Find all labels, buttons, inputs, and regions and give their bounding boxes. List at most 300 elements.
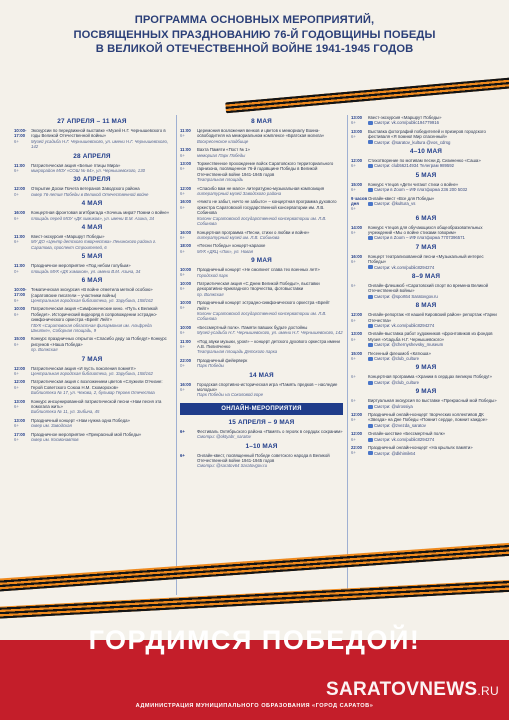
event-item bbox=[180, 267, 343, 278]
event-link-text: Смотри в Zoom – ИФ платформа 236 200 5032 bbox=[374, 187, 468, 193]
event-time bbox=[351, 196, 368, 212]
event-time bbox=[351, 312, 368, 328]
event-link-text: Смотри: club56214934 Телеграм 989592 bbox=[374, 163, 455, 169]
event-item bbox=[14, 432, 170, 443]
date-heading: 14 МАЯ bbox=[249, 371, 274, 379]
event-place: Театральная площадь bbox=[197, 177, 244, 183]
age-rating: 6+ bbox=[351, 374, 356, 380]
event-description bbox=[197, 230, 343, 241]
event-place: пр. Волжская bbox=[31, 347, 58, 353]
social-icon bbox=[368, 164, 373, 168]
social-icon bbox=[368, 121, 373, 125]
event-time-value: 10:00 bbox=[180, 267, 191, 273]
social-icon bbox=[368, 405, 373, 409]
age-rating: 6+ bbox=[351, 187, 356, 193]
event-time-value: 22:00 bbox=[180, 357, 191, 363]
event-time-value: 11:00 bbox=[14, 263, 25, 269]
age-rating: 6+ bbox=[180, 248, 185, 254]
event-place: Городской парк bbox=[197, 272, 228, 278]
event-title: Торжественное прохождение войск Саратовского территориального гарнизона, посвященное 76-й годовщине Победы в Великой Отечественной войне 1941-1945 годов bbox=[197, 161, 334, 177]
age-rating: 6+ bbox=[14, 239, 19, 245]
event-title: Праздничный концерт эстрадно-симфонического оркестра «Брейт Лейт» bbox=[197, 300, 330, 311]
event-place: Колонн Саратовской государственной консерватории им. Л.В. Собинова bbox=[197, 215, 327, 227]
watermark-name: SARATOVNEWS bbox=[325, 679, 478, 700]
event-item bbox=[180, 300, 343, 322]
event-title: Квест-экскурсия «Маршрут Победы» bbox=[31, 234, 105, 240]
event-item bbox=[180, 429, 343, 440]
event-place: площадь МУК «ДК химиков», ул. имени В.М. Азина, 34 bbox=[31, 268, 141, 274]
event-link-text: Смотри: @club_culture bbox=[374, 356, 420, 362]
event-description bbox=[368, 196, 501, 212]
event-title: «Песни Победы» концерт-караоке bbox=[197, 243, 266, 249]
age-rating: 6+ bbox=[14, 167, 19, 173]
event-time-value: 14:00 bbox=[351, 224, 362, 230]
event-time bbox=[180, 128, 197, 144]
event-item bbox=[180, 281, 343, 297]
online-events-heading: ОНЛАЙН-МЕРОПРИЯТИЯ bbox=[180, 403, 343, 415]
event-place: сквер им. Заводская bbox=[31, 423, 72, 429]
event-time bbox=[351, 182, 368, 193]
event-description bbox=[197, 186, 343, 197]
event-item bbox=[180, 230, 343, 241]
event-description bbox=[197, 325, 343, 336]
event-item bbox=[14, 379, 170, 395]
age-rating: 0+ bbox=[180, 363, 185, 369]
event-time bbox=[180, 161, 197, 183]
event-title: Конкурс инсценированной патриотической песни «Нам песня эта помогала жить» bbox=[31, 398, 162, 409]
date-heading: 8–9 МАЯ bbox=[411, 272, 441, 280]
event-time-value: 11:00 bbox=[14, 234, 25, 240]
event-item bbox=[14, 186, 170, 197]
event-time-value: 16:00 bbox=[180, 199, 191, 205]
schedule-column-3 bbox=[347, 115, 501, 595]
event-online-link bbox=[368, 423, 501, 428]
event-time-value: 11:00 bbox=[180, 147, 191, 153]
event-time bbox=[180, 339, 197, 355]
event-time bbox=[351, 445, 368, 456]
event-description bbox=[197, 339, 343, 355]
event-link-text: Смотри: @kultura_vs bbox=[374, 201, 416, 207]
event-online-link bbox=[368, 380, 501, 385]
date-heading: 5 МАЯ bbox=[415, 171, 437, 179]
age-rating: 6+ bbox=[14, 311, 19, 317]
social-icon bbox=[368, 324, 373, 328]
event-time bbox=[351, 374, 368, 385]
date-heading: 30 АПРЕЛЯ bbox=[73, 176, 111, 184]
event-time-value: 10:00 bbox=[180, 280, 191, 286]
age-rating: 6+ bbox=[351, 450, 356, 456]
event-description bbox=[368, 115, 501, 126]
schedule-column-2 bbox=[176, 115, 343, 595]
watermark-tld: .RU bbox=[477, 684, 499, 698]
age-rating: 6+ bbox=[14, 423, 19, 429]
age-rating: 6+ bbox=[351, 436, 356, 442]
age-rating: 6+ bbox=[180, 234, 185, 240]
event-online-link bbox=[368, 163, 501, 168]
event-time bbox=[351, 115, 368, 126]
event-place: Парк Победы bbox=[197, 363, 224, 369]
st-george-ribbon-top bbox=[225, 74, 509, 114]
date-heading: 4 МАЯ bbox=[81, 224, 103, 232]
event-title: «Бессмертный полк». Памяти павших будьте достойны bbox=[197, 324, 308, 330]
event-time-value: 16:00 bbox=[14, 210, 25, 216]
event-description bbox=[31, 186, 170, 197]
event-time-value: 16:00 bbox=[180, 381, 191, 387]
age-rating: 6+ bbox=[14, 297, 19, 303]
event-item bbox=[180, 453, 343, 469]
event-time-value: 15:00 bbox=[14, 336, 25, 342]
age-rating: 6+ bbox=[351, 259, 356, 265]
event-description bbox=[197, 281, 343, 297]
event-title: Концерт театрализованной песни «Музыкальный интерес Победы» bbox=[368, 253, 484, 265]
event-time bbox=[351, 283, 368, 299]
event-item bbox=[180, 147, 343, 158]
event-description bbox=[197, 382, 343, 398]
event-time-value: 10:00-17:00 bbox=[14, 128, 27, 139]
event-description bbox=[368, 158, 501, 169]
event-description bbox=[368, 331, 501, 347]
event-item bbox=[14, 263, 170, 274]
event-time-value: 15:00 bbox=[351, 350, 362, 356]
event-time bbox=[14, 263, 31, 274]
event-time bbox=[14, 163, 31, 174]
event-time-value: 12:00 bbox=[14, 186, 25, 192]
event-description bbox=[197, 267, 343, 278]
social-icon bbox=[368, 188, 373, 192]
event-item bbox=[351, 312, 501, 328]
age-rating: 6+ bbox=[180, 428, 185, 434]
event-description bbox=[368, 283, 501, 299]
event-item bbox=[351, 182, 501, 193]
event-description bbox=[368, 351, 501, 362]
event-title: Экскурсии по передвижной выставке «Музей Н.Г. Чернышевского в годы Великой Отечественной войны» bbox=[31, 128, 166, 139]
event-title: Тематическая экскурсия «В войне отметила меткой особою» (саратовские писатели – участники войны) bbox=[31, 287, 153, 298]
event-item bbox=[351, 115, 501, 126]
event-place: Центральная городская библиотека, ул. Зарубина, 158/162 bbox=[31, 370, 153, 376]
social-icon bbox=[368, 343, 373, 347]
event-online-link bbox=[368, 356, 501, 361]
event-place: Колонн Саратовской государственной консерватории им. Л.В. Собинова bbox=[197, 310, 327, 322]
event-title: Патриотическая акция «Симфонические кино. «Путь к Великой Победе!». Исторический видеоряд в сопровождении эстрадно-симфонического оркестра «Брейт Лейт» bbox=[31, 306, 158, 323]
age-rating: 6+ bbox=[351, 282, 356, 288]
event-description bbox=[197, 358, 343, 369]
event-description bbox=[368, 431, 501, 442]
event-item bbox=[351, 283, 501, 299]
date-heading: 28 АПРЕЛЯ bbox=[73, 152, 111, 160]
event-online-link bbox=[368, 437, 501, 442]
event-title: «Спасибо вам не мало» литературно-музыкальная композиция bbox=[197, 185, 325, 191]
event-title: Конкурс чтецов «Дети читают стихи о войне» bbox=[368, 181, 459, 187]
event-time bbox=[180, 186, 197, 197]
footer-administration: АДМИНИСТРАЦИЯ МУНИЦИПАЛЬНОГО ОБРАЗОВАНИЯ «ГОРОД САРАТОВ» bbox=[135, 703, 374, 709]
event-title: Онлайн-шествие «Бессмертный полк» bbox=[368, 431, 445, 437]
event-title: Концертная фронтовая агитбригада «Хочешь мира? Помни о войне» bbox=[31, 210, 170, 216]
age-rating: 6+ bbox=[351, 398, 356, 404]
date-heading: 1–10 МАЯ bbox=[245, 442, 278, 450]
event-place: микрорайон МОУ «СОШ № 64», ул. Чернышевского, 130 bbox=[31, 168, 145, 174]
event-item bbox=[351, 374, 501, 385]
event-place: пр. Волжская bbox=[197, 291, 224, 297]
date-heading: 4–10 МАЯ bbox=[409, 148, 443, 156]
event-item bbox=[14, 336, 170, 352]
event-time bbox=[180, 325, 197, 336]
event-time-value: 13:00 bbox=[180, 161, 191, 167]
event-place: Театральная площадь Детского парка bbox=[197, 349, 278, 355]
social-icon bbox=[368, 451, 373, 455]
title-line-2: ПОСВЯЩЕННЫХ ПРАЗДНОВАНИЮ 76-Й ГОДОВЩИНЫ ПОБЕДЫ bbox=[73, 28, 436, 41]
date-heading: 9 МАЯ bbox=[415, 388, 437, 396]
event-description bbox=[31, 399, 170, 415]
event-item bbox=[351, 158, 501, 169]
event-time bbox=[14, 399, 31, 415]
event-title: Выставка фотографий победителей и призеров городского фестиваля «Я помню! Мир спасенный» bbox=[368, 128, 486, 140]
event-time-value: 16:00 bbox=[351, 253, 362, 259]
age-rating: 6+ bbox=[14, 384, 19, 390]
event-title: Праздничный онлайн-концерт творческих коллективов ДК «Звезда» на Дне Победы «Помнит сердце, помнит каждое» bbox=[368, 412, 488, 423]
event-link-text: Смотри: vk.com/public8294274 bbox=[374, 323, 435, 329]
event-description bbox=[197, 199, 343, 226]
event-link-text: Смотри: vk.com/public194779916 bbox=[374, 120, 440, 126]
event-description bbox=[31, 432, 170, 443]
event-place: Центральная городская библиотека, ул. Зарубина, 158/162 bbox=[31, 297, 153, 303]
event-link-text: Смотри: @club_culture bbox=[374, 379, 420, 385]
date-heading: 6 МАЯ bbox=[81, 277, 103, 285]
event-time bbox=[351, 129, 368, 145]
age-rating: 6+ bbox=[180, 305, 185, 311]
event-link-text: Смотри: @saratov_kultura @vos_cdrsg bbox=[374, 139, 451, 145]
event-description bbox=[197, 429, 343, 440]
event-description bbox=[197, 161, 343, 183]
event-link-text: Смотри: @chernyshevsky_museum bbox=[374, 342, 444, 348]
event-item bbox=[180, 382, 343, 398]
event-place: МУК «ДКЦ «Лик», ул. Новая bbox=[197, 248, 254, 254]
social-icon bbox=[368, 357, 373, 361]
event-title: Праздничный онлайн-концерт «На крыльях памяти» bbox=[368, 445, 473, 451]
event-title: Концертная программа «Песни, стихи о любви и войне» bbox=[197, 229, 310, 235]
age-rating: 6+ bbox=[351, 229, 356, 235]
event-online-link bbox=[368, 404, 501, 409]
event-description bbox=[368, 225, 501, 241]
event-title: Патриотическая акция «Белые птицы Мира» bbox=[31, 162, 121, 168]
event-time-value: 17:00 bbox=[14, 431, 25, 437]
event-item bbox=[180, 243, 343, 254]
event-item bbox=[351, 431, 501, 442]
event-item bbox=[180, 186, 343, 197]
event-description bbox=[31, 336, 170, 352]
event-title: Городская спортивно-историческая игра «Память предков – наследие молодых» bbox=[197, 381, 338, 393]
event-title: Праздничное мероприятие «Прекрасный мой Победы» bbox=[31, 431, 142, 437]
event-time bbox=[14, 432, 31, 443]
event-time bbox=[180, 243, 197, 254]
event-title: Патриотическая акция «И пусть поколения помнят!» bbox=[31, 365, 136, 371]
event-item bbox=[351, 129, 501, 145]
social-icon bbox=[368, 438, 373, 442]
event-online-link bbox=[368, 323, 501, 328]
event-title: Праздничный фейерверк bbox=[197, 357, 248, 363]
event-time bbox=[351, 398, 368, 409]
event-place: сквер 76-летия Победы в Великой Отечественной войне bbox=[31, 191, 149, 197]
age-rating: 6+ bbox=[180, 386, 185, 392]
event-time bbox=[14, 366, 31, 377]
event-time bbox=[180, 429, 197, 440]
age-rating: 6+ bbox=[180, 272, 185, 278]
event-place: Парк Победы на Соколовой горе bbox=[197, 392, 264, 398]
event-time bbox=[14, 336, 31, 352]
event-time-value: 16:00 bbox=[180, 229, 191, 235]
social-icon bbox=[368, 295, 373, 299]
event-description bbox=[197, 300, 343, 322]
event-title: Квест-экскурсия «Маршрут Победы» bbox=[368, 115, 442, 120]
event-online-link bbox=[368, 187, 501, 192]
age-rating: 6+ bbox=[351, 355, 356, 361]
event-time-value: 11:00 bbox=[14, 162, 25, 168]
event-time bbox=[180, 300, 197, 322]
age-rating: 6+ bbox=[14, 370, 19, 376]
date-heading: 27 АПРЕЛЯ – 11 МАЯ bbox=[57, 118, 127, 125]
event-item bbox=[14, 366, 170, 377]
event-item bbox=[180, 325, 343, 336]
event-place: литературный музей им. Л.В. Собинова bbox=[197, 234, 280, 240]
age-rating: 6+ bbox=[351, 163, 356, 169]
event-title: Открытие Доски Почета ветеранов Заводского района bbox=[31, 186, 140, 192]
event-place: Смотри: @oktyabr_saratov bbox=[197, 434, 252, 440]
event-item bbox=[180, 199, 343, 226]
title-line-1: ПРОГРАММА ОСНОВНЫХ МЕРОПРИЯТИЙ, bbox=[134, 14, 375, 26]
age-rating: 0+ bbox=[14, 191, 19, 197]
age-rating: 6+ bbox=[180, 204, 185, 210]
page-title bbox=[0, 13, 509, 57]
event-description bbox=[368, 412, 501, 428]
age-rating: 0+ bbox=[14, 268, 19, 274]
event-time bbox=[180, 281, 197, 297]
date-heading: 9 МАЯ bbox=[251, 257, 272, 265]
event-title: Вахта Памяти «Пост № 1» bbox=[197, 147, 250, 153]
event-title: Онлайн-выставка работ художников «фронтовиков из фондов Музея «Усадьба Н.Г. Чернышевского» bbox=[368, 331, 493, 342]
event-place: Музей-усадьба Н.Г. Чернышевского, ул. имени Н.Г. Чернышевского, 142 bbox=[197, 330, 343, 336]
age-rating: 6+ bbox=[351, 317, 356, 323]
event-title: «Никто не забыт, ничто не забыто» – концертная программа духового оркестра Саратовской государственной консерватории им. Л.В. Собинова bbox=[197, 199, 337, 216]
event-online-link bbox=[368, 120, 501, 125]
event-description bbox=[368, 445, 501, 456]
event-description bbox=[197, 128, 343, 144]
event-time bbox=[180, 453, 197, 469]
event-time bbox=[180, 147, 197, 158]
event-time bbox=[180, 199, 197, 226]
event-description bbox=[31, 418, 170, 429]
event-time bbox=[351, 158, 368, 169]
date-heading: 9 МАЯ bbox=[415, 364, 437, 372]
event-time bbox=[351, 412, 368, 428]
event-time bbox=[351, 431, 368, 442]
event-time-value: 18:00 bbox=[180, 243, 191, 249]
event-title: Виртуальная экскурсия по выставке «Прекрасный мой Победы» bbox=[368, 398, 497, 404]
event-description bbox=[31, 366, 170, 377]
age-rating: 6+ bbox=[180, 286, 185, 292]
event-time-value: 12:00 bbox=[351, 431, 362, 437]
event-time-value: 15:00 bbox=[351, 181, 362, 187]
age-rating: 6+ bbox=[14, 403, 19, 409]
event-description bbox=[368, 254, 501, 270]
age-rating: 6+ bbox=[14, 341, 19, 347]
age-rating: 6+ bbox=[180, 343, 185, 349]
age-rating: 6+ bbox=[351, 417, 356, 423]
event-online-link bbox=[368, 140, 501, 145]
event-link-text: Смотри: @sport64 Saratovgov.ru bbox=[374, 293, 438, 299]
age-rating: 6+ bbox=[180, 133, 185, 139]
social-icon bbox=[368, 140, 373, 144]
event-place: площадь перед МОУ «ДК химиков», ул. имени В.М. Азина, 34 bbox=[31, 215, 154, 221]
event-title: Конкурс чтецов для обучающихся общеобразовательных учреждений «Мы о войне стихами говорим» bbox=[368, 224, 483, 235]
date-heading: 6 МАЯ bbox=[415, 214, 437, 222]
date-heading: 15 АПРЕЛЯ – 9 МАЯ bbox=[228, 418, 295, 426]
event-time bbox=[351, 351, 368, 362]
event-item bbox=[351, 445, 501, 456]
event-time-value: 11:00 bbox=[180, 338, 191, 344]
event-item bbox=[14, 210, 170, 221]
event-place: МУ ДО «Центр детского творчества» Ленинского района г. Саратова, проспект Строителей, 6 bbox=[31, 239, 157, 250]
event-item bbox=[180, 161, 343, 183]
age-rating: 6+ bbox=[180, 190, 185, 196]
event-link-text: Смотри: vk.com/public8294274 bbox=[374, 436, 435, 442]
age-rating: 6+ bbox=[180, 330, 185, 336]
social-icon bbox=[368, 381, 373, 385]
event-time-value: 13:00 bbox=[351, 115, 362, 120]
event-time bbox=[14, 418, 31, 429]
event-time-value: 10:00 bbox=[180, 324, 191, 330]
event-link-text: Смотри в Zoom – ИФ платформа 7707396571 bbox=[374, 235, 465, 241]
date-heading: 8 МАЯ bbox=[251, 118, 272, 125]
event-title: «Под звуки музыки, урок!» – концерт детского духового оркестра имени А.В. Пилипченко bbox=[197, 338, 340, 349]
event-online-link bbox=[368, 201, 501, 206]
event-description bbox=[368, 398, 501, 409]
event-place: ГБУК «Саратовская областная филармония им. Альфреда Шнитке», Соборная площадь, 9 bbox=[31, 322, 152, 333]
event-item bbox=[14, 287, 170, 303]
event-time-value: 10:00 bbox=[180, 300, 191, 306]
event-time bbox=[351, 225, 368, 241]
event-item bbox=[180, 358, 343, 369]
event-time bbox=[14, 186, 31, 197]
event-time-value: 13:00 bbox=[351, 128, 362, 134]
age-rating: 6+ bbox=[351, 134, 356, 140]
event-item bbox=[351, 412, 501, 428]
age-rating: 6+ bbox=[351, 206, 356, 212]
event-time-value: 13:00 bbox=[351, 331, 362, 337]
event-time-value: 12:00 bbox=[14, 379, 25, 385]
age-rating: 6+ bbox=[351, 336, 356, 342]
event-place: Музей усадьба Н.Г. Чернышевского, ул. имени Н.Г. Чернышевского, 142 bbox=[31, 138, 169, 150]
age-rating: 6+ bbox=[180, 166, 185, 172]
event-link-text: Смотри: vk.com/public8294274 bbox=[374, 264, 435, 270]
event-item bbox=[14, 399, 170, 415]
event-title: Церемония возложения венков и цветов к мемориалу Воина-освободителя на мемориальном комплексе «Братская могила» bbox=[197, 128, 325, 139]
event-description bbox=[31, 234, 170, 250]
event-title: Фестиваль Октябрьского района «Память о героях в сердцах сохраним» bbox=[197, 428, 343, 434]
event-time bbox=[180, 267, 197, 278]
age-rating: 6+ bbox=[14, 215, 19, 221]
event-time bbox=[14, 128, 31, 150]
age-rating: 6+ bbox=[180, 152, 185, 158]
event-item bbox=[14, 163, 170, 174]
event-item bbox=[14, 418, 170, 429]
event-place: Воскресенское кладбище bbox=[197, 138, 249, 144]
event-title: Конкурс праздничных открыток «Спасибо деду за Победу!» Конкурс рисунков «Наша Победа» bbox=[31, 336, 167, 347]
event-online-link bbox=[368, 235, 501, 240]
date-heading: 7 МАЯ bbox=[81, 355, 103, 363]
event-item bbox=[14, 128, 170, 150]
event-time-value: 10:00-17:00 bbox=[14, 287, 27, 298]
event-place: мемориал Парк Победы bbox=[197, 152, 246, 158]
event-time bbox=[14, 287, 31, 303]
